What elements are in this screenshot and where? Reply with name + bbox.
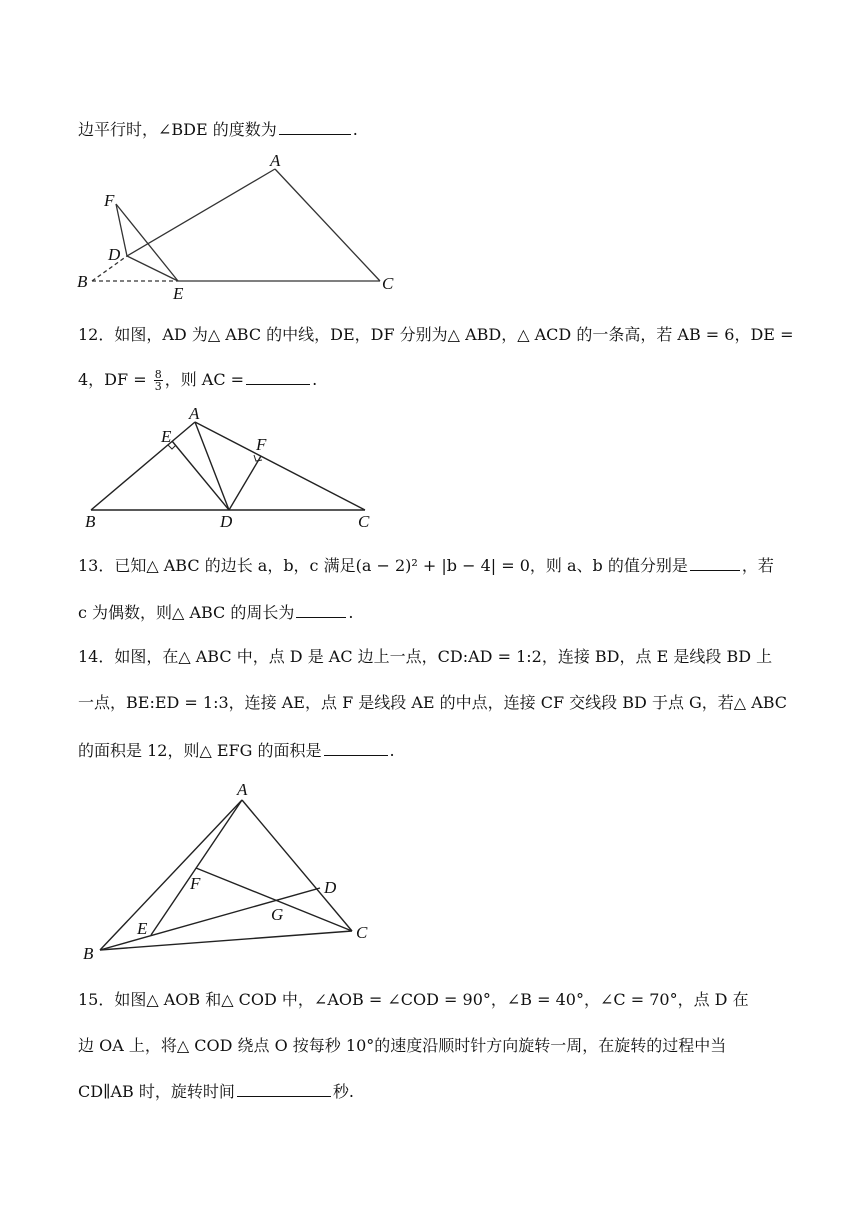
- q13-line2: [78, 601, 353, 623]
- fig3-label-a: A: [237, 780, 248, 799]
- fig3-label-b: B: [83, 944, 94, 963]
- fig3-side-ac: [242, 800, 352, 931]
- fig1-label-b: B: [77, 272, 88, 291]
- q14-line1: 14．如图，在△ ABC 中，点 D 是 AC 边上一点，CD:AD = 1:2，连接 BD，点 E 是线段 BD 上: [78, 647, 773, 666]
- figure-2: [91, 422, 365, 510]
- fig1-label-d: D: [108, 245, 121, 264]
- q15-line3-a: CD∥AB 时，旋转时间: [78, 1082, 235, 1101]
- q11-line: 边平行时，∠BDE 的度数为: [78, 120, 277, 139]
- fig1-label-c: C: [382, 274, 394, 293]
- q14-line3-a: 的面积是 12，则△ EFG 的面积是: [78, 741, 322, 760]
- q13-line1: [78, 554, 774, 576]
- fig1-side-de: [127, 256, 178, 281]
- fig3-label-e: E: [137, 919, 148, 938]
- fig2-label-f: F: [256, 435, 267, 454]
- fig2-median-ad: [195, 422, 229, 510]
- fig3-label-f: F: [190, 874, 201, 893]
- fig1-label-a: A: [270, 151, 281, 170]
- q15-line3: [78, 1080, 354, 1102]
- q12-fraction: [154, 369, 163, 392]
- fig2-side-ab: [91, 422, 195, 510]
- q11-period: .: [352, 120, 358, 139]
- fig2-label-c: C: [358, 512, 370, 531]
- q13-answer-blank-2[interactable]: [296, 601, 346, 618]
- q13-period: .: [348, 603, 354, 622]
- q15-line1: 15．如图△ AOB 和△ COD 中，∠AOB = ∠COD = 90°，∠B = 40°，∠C = 70°，点 D 在: [78, 990, 749, 1009]
- q12-line1: 12．如图，AD 为△ ABC 的中线，DE，DF 分别为△ ABD，△ ACD 的一条高，若 AB = 6，DE =: [78, 325, 794, 344]
- fig2-label-e: E: [161, 427, 172, 446]
- q12-line2: [78, 368, 317, 392]
- fig3-label-g: G: [271, 905, 284, 924]
- q15-line2: 边 OA 上，将△ COD 绕点 O 按每秒 10°的速度沿顺时针方向旋转一周，在旋转的过程中当: [78, 1036, 727, 1055]
- q12-line2-a: 4，DF =: [78, 370, 147, 389]
- fig1-side-ac: [275, 169, 380, 281]
- q15-answer-blank[interactable]: [237, 1080, 331, 1097]
- q13-line1-a: 13．已知△ ABC 的边长 a，b，c 满足(a − 2)² + |b − 4| = 0，则 a、b 的值分别是: [78, 556, 688, 575]
- fig2-altitude-df: [229, 456, 261, 510]
- fig1-side-fe: [116, 204, 178, 281]
- q12-answer-blank[interactable]: [246, 368, 310, 385]
- fig1-label-f: F: [104, 191, 115, 210]
- q12-frac-den: 3: [154, 380, 162, 393]
- q14-line3: [78, 739, 395, 761]
- q15-line3-b: 秒.: [332, 1082, 354, 1101]
- fig2-side-ac: [195, 422, 365, 510]
- q14-line2: 一点，BE:ED = 1:3，连接 AE，点 F 是线段 AE 的中点，连接 CF 交线段 BD 于点 G，若△ ABC: [78, 693, 788, 712]
- fig1-label-e: E: [173, 284, 184, 303]
- q12-period: .: [312, 370, 318, 389]
- q13-line2-a: c 为偶数，则△ ABC 的周长为: [78, 603, 295, 622]
- q13-line1-b: ，若: [741, 556, 774, 575]
- fig2-label-d: D: [220, 512, 233, 531]
- fig2-label-a: A: [189, 404, 200, 423]
- fig3-label-d: D: [324, 878, 337, 897]
- fig2-label-b: B: [85, 512, 96, 531]
- q13-answer-blank-1[interactable]: [690, 554, 740, 571]
- q12-line2-b: ，则 AC =: [164, 370, 245, 389]
- fig1-side-ad: [127, 169, 275, 256]
- q14-answer-blank[interactable]: [324, 739, 388, 756]
- fig3-side-ab: [100, 800, 242, 950]
- fig2-altitude-de: [172, 441, 229, 510]
- fig3-segment-bd: [100, 888, 320, 950]
- q14-period: .: [389, 741, 395, 760]
- fig3-label-c: C: [356, 923, 368, 942]
- q12-frac-num: 8: [154, 368, 162, 381]
